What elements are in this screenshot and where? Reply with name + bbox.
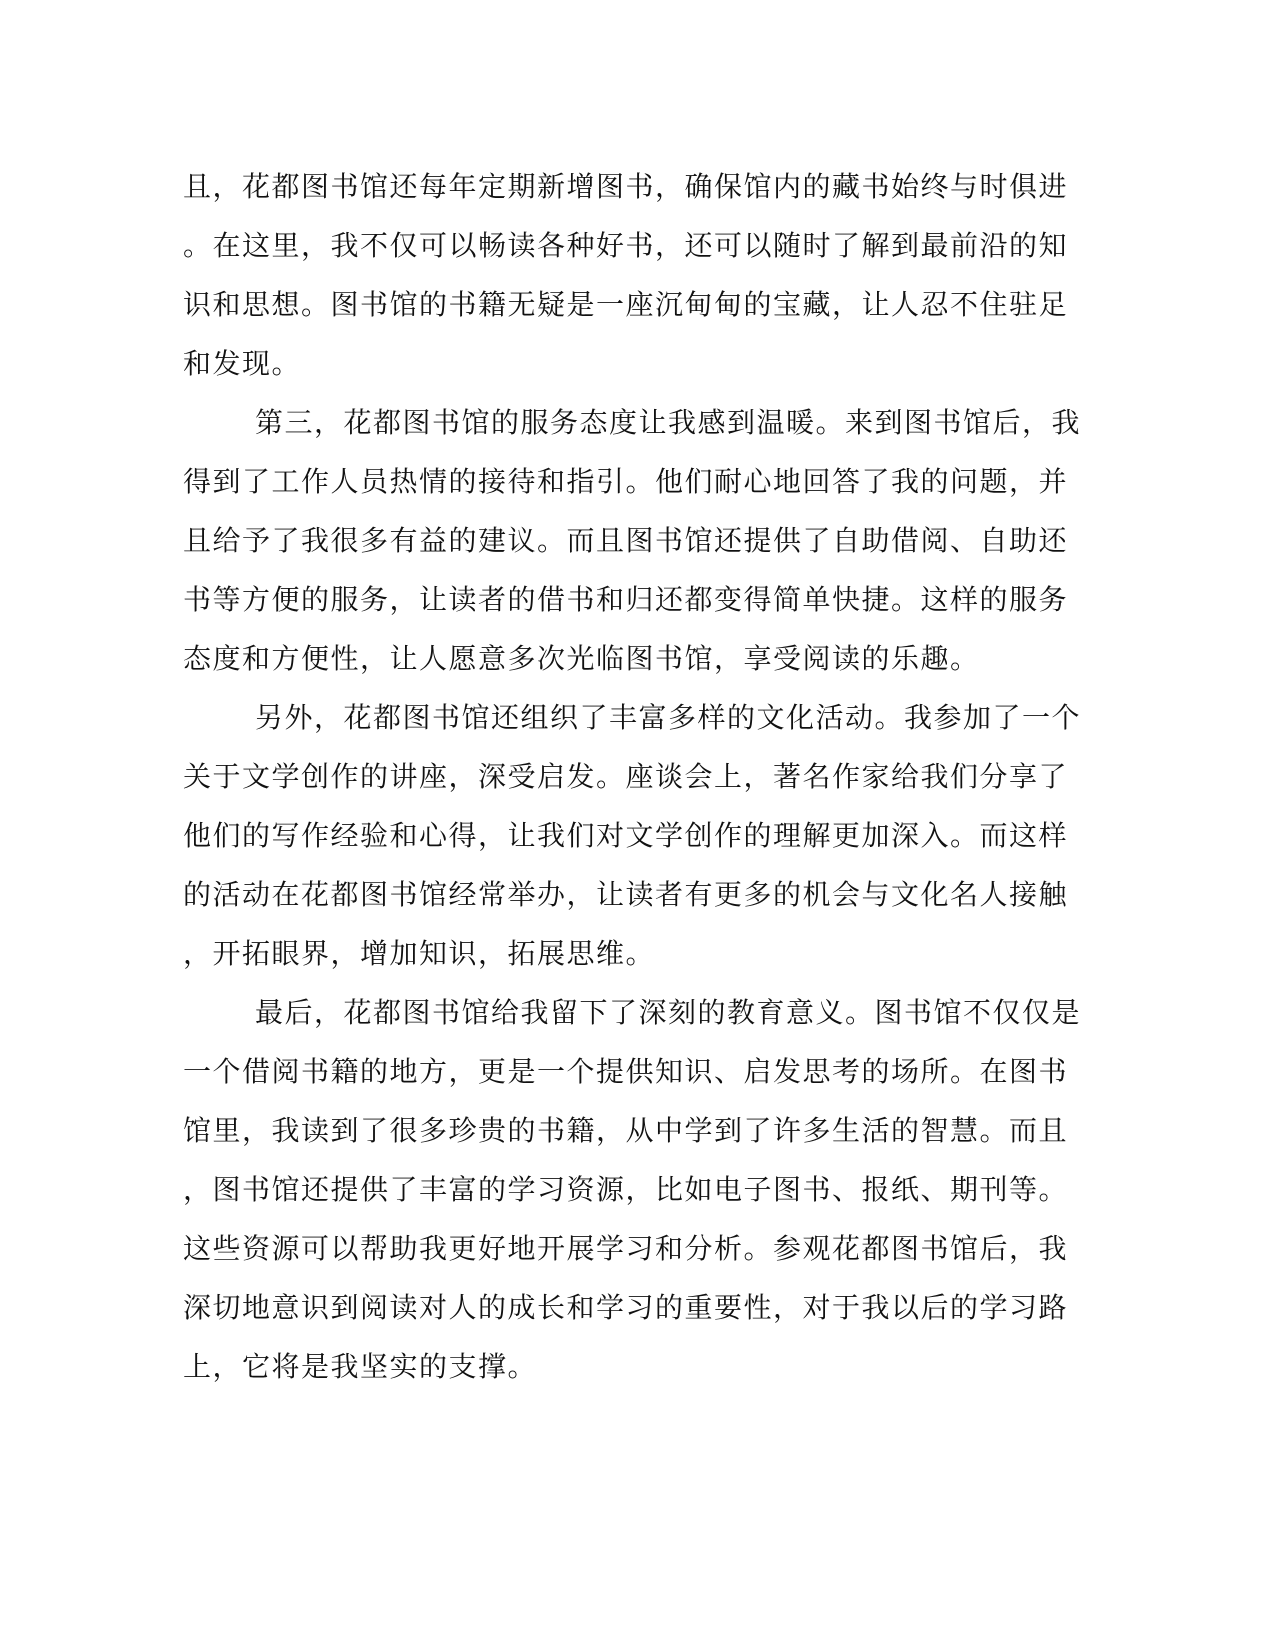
text-line: 得到了工作人员热情的接待和指引。他们耐心地回答了我的问题，并 xyxy=(183,465,1069,498)
text-line: 。在这里，我不仅可以畅读各种好书，还可以随时了解到最前沿的知 xyxy=(183,229,1069,262)
text-line: 态度和方便性，让人愿意多次光临图书馆，享受阅读的乐趣。 xyxy=(183,642,980,675)
text-line: 深切地意识到阅读对人的成长和学习的重要性，对于我以后的学习路 xyxy=(183,1291,1069,1324)
body-text xyxy=(183,157,1082,1396)
paragraph-start-line: 第三，花都图书馆的服务态度让我感到温暖。来到图书馆后，我 xyxy=(255,406,1082,439)
text-line: 关于文学创作的讲座，深受启发。座谈会上，著名作家给我们分享了 xyxy=(183,760,1069,793)
text-line: 书等方便的服务，让读者的借书和归还都变得简单快捷。这样的服务 xyxy=(183,583,1069,616)
text-line: 识和思想。图书馆的书籍无疑是一座沉甸甸的宝藏，让人忍不住驻足 xyxy=(183,288,1069,321)
text-line: 这些资源可以帮助我更好地开展学习和分析。参观花都图书馆后，我 xyxy=(183,1232,1069,1265)
paragraph-start-line: 另外，花都图书馆还组织了丰富多样的文化活动。我参加了一个 xyxy=(255,701,1082,734)
text-line: 且给予了我很多有益的建议。而且图书馆还提供了自助借阅、自助还 xyxy=(183,524,1069,557)
text-line: 且，花都图书馆还每年定期新增图书，确保馆内的藏书始终与时俱进 xyxy=(183,170,1069,203)
text-line: 和发现。 xyxy=(183,347,302,380)
paragraph-start-line: 最后，花都图书馆给我留下了深刻的教育意义。图书馆不仅仅是 xyxy=(255,996,1082,1029)
text-line: ，开拓眼界，增加知识，拓展思维。 xyxy=(183,937,656,970)
text-line: 一个借阅书籍的地方，更是一个提供知识、启发思考的场所。在图书 xyxy=(183,1055,1069,1088)
text-line: 馆里，我读到了很多珍贵的书籍，从中学到了许多生活的智慧。而且 xyxy=(183,1114,1069,1147)
text-line: 上，它将是我坚实的支撑。 xyxy=(183,1350,538,1383)
text-line: 他们的写作经验和心得，让我们对文学创作的理解更加深入。而这样 xyxy=(183,819,1069,852)
text-line: 的活动在花都图书馆经常举办，让读者有更多的机会与文化名人接触 xyxy=(183,878,1069,911)
text-line: ，图书馆还提供了丰富的学习资源，比如电子图书、报纸、期刊等。 xyxy=(183,1173,1069,1206)
